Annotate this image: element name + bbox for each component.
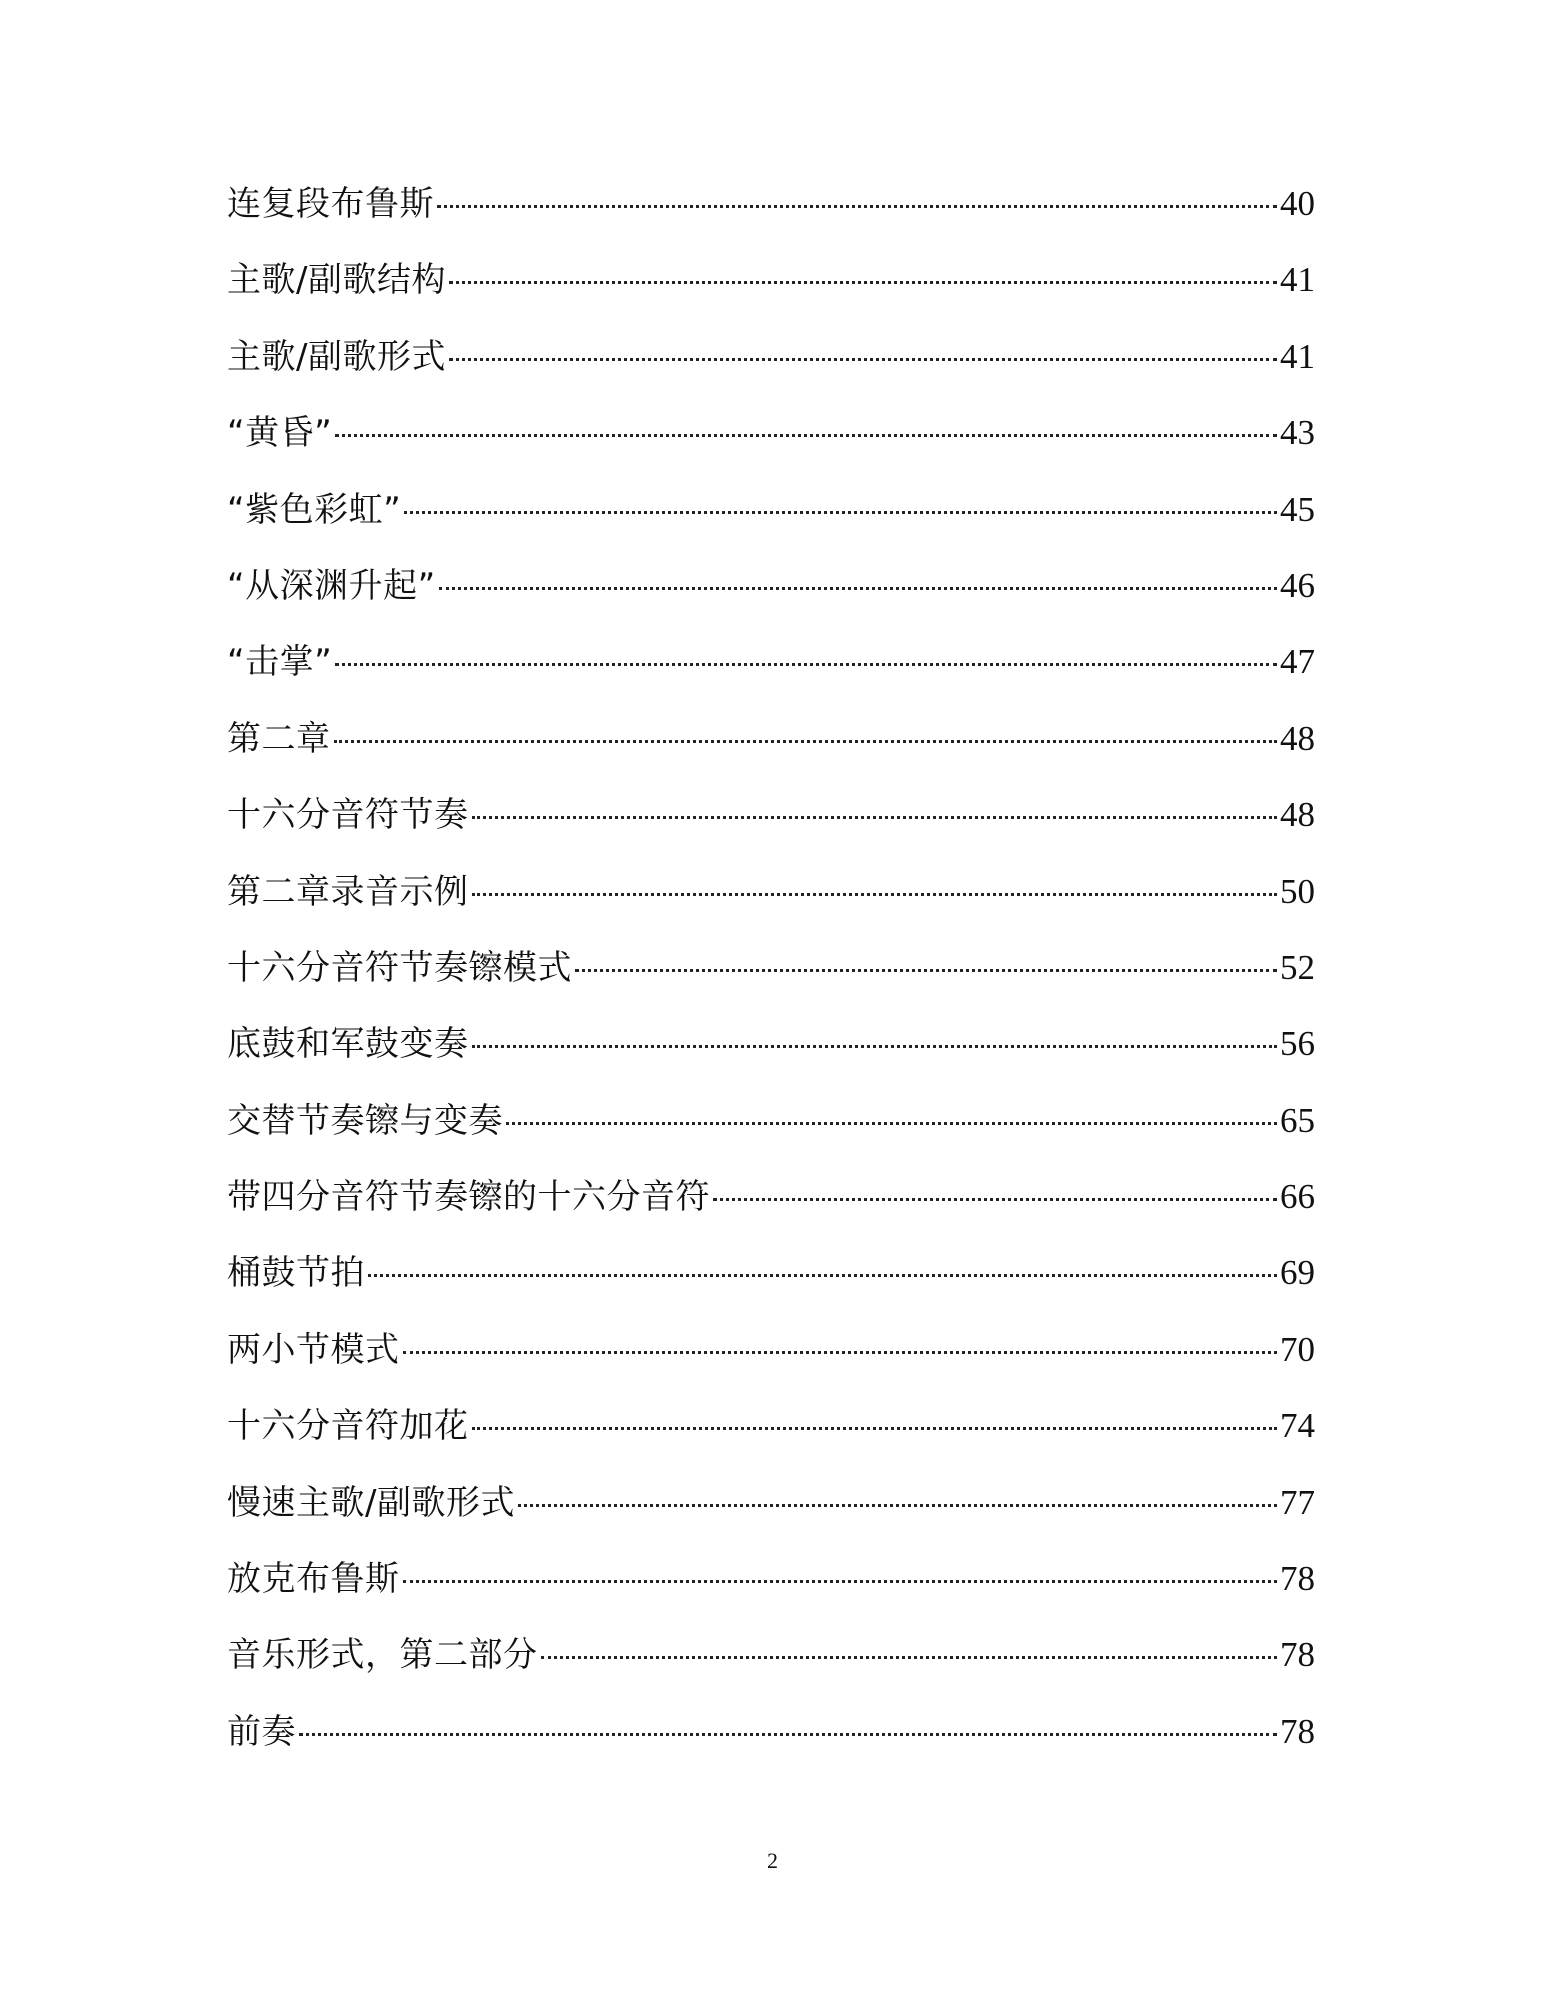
toc-dot-leader xyxy=(506,1122,1277,1125)
toc-entry-page: 77 xyxy=(1280,1482,1315,1522)
page-number: 2 xyxy=(767,1848,778,1873)
toc-entry-title: 十六分音符加花 xyxy=(227,1406,469,1447)
toc-entry-title: 连复段布鲁斯 xyxy=(227,184,434,224)
toc-entry[interactable] xyxy=(227,558,1315,634)
toc-entry-page: 48 xyxy=(1280,795,1315,835)
toc-entry[interactable] xyxy=(227,1704,1315,1780)
toc-entry-title: “紫色彩虹” xyxy=(227,489,402,530)
toc-entry[interactable] xyxy=(227,176,1315,252)
toc-entry[interactable] xyxy=(227,1245,1315,1321)
toc-entry-page: 43 xyxy=(1280,413,1315,453)
toc-entry-page: 66 xyxy=(1280,1177,1315,1217)
toc-entry[interactable] xyxy=(227,1398,1315,1474)
toc-entry-page: 46 xyxy=(1280,565,1315,605)
toc-dot-leader xyxy=(449,358,1277,361)
toc-dot-leader xyxy=(403,1580,1278,1583)
toc-entry-title: 交替节奏镲与变奏 xyxy=(227,1100,503,1141)
toc-entry-title: 桶鼓节拍 xyxy=(227,1253,365,1294)
toc-entry-page: 41 xyxy=(1280,260,1315,300)
toc-entry-title: 两小节模式 xyxy=(227,1329,400,1370)
toc-entry-page: 48 xyxy=(1280,718,1315,758)
toc-entry-page: 47 xyxy=(1280,642,1315,682)
toc-entry[interactable] xyxy=(227,1475,1315,1551)
toc-entry-page: 40 xyxy=(1280,184,1315,223)
toc-entry-page: 52 xyxy=(1280,947,1315,987)
toc-dot-leader xyxy=(518,1504,1277,1507)
toc-dot-leader xyxy=(713,1198,1277,1201)
toc-entry[interactable] xyxy=(227,329,1315,405)
toc-entry-page: 45 xyxy=(1280,489,1315,529)
toc-entry[interactable] xyxy=(227,1169,1315,1245)
toc-entry-title: 第二章 xyxy=(227,718,331,759)
toc-entry-page: 78 xyxy=(1280,1711,1315,1751)
toc-entry-page: 70 xyxy=(1280,1329,1315,1369)
toc-entry-page: 50 xyxy=(1280,871,1315,911)
toc-entry-title: 带四分音符节奏镲的十六分音符 xyxy=(227,1177,710,1218)
toc-dot-leader xyxy=(439,587,1277,590)
toc-entry[interactable] xyxy=(227,482,1315,558)
toc-dot-leader xyxy=(472,1427,1278,1430)
toc-entry[interactable] xyxy=(227,1016,1315,1092)
toc-entry-title: 主歌/副歌形式 xyxy=(227,336,446,377)
toc-entry-title: “黄昏” xyxy=(227,413,333,454)
toc-dot-leader xyxy=(575,969,1277,972)
toc-entry-page: 69 xyxy=(1280,1253,1315,1293)
toc-entry-page: 65 xyxy=(1280,1100,1315,1140)
toc-entry[interactable] xyxy=(227,1322,1315,1398)
toc-entry-title: “从深渊升起” xyxy=(227,565,436,606)
toc-entry[interactable] xyxy=(227,405,1315,481)
toc-entry-title: 主歌/副歌结构 xyxy=(227,260,446,301)
toc-entry-page: 78 xyxy=(1280,1635,1315,1675)
toc-entry[interactable] xyxy=(227,1627,1315,1703)
toc-entry-title: 音乐形式，第二部分 xyxy=(227,1635,538,1676)
toc-entry-page: 74 xyxy=(1280,1406,1315,1446)
toc-entry[interactable] xyxy=(227,634,1315,710)
toc-entry-title: 前奏 xyxy=(227,1711,296,1752)
toc-dot-leader xyxy=(472,816,1278,819)
toc-dot-leader xyxy=(472,893,1278,896)
toc-dot-leader xyxy=(335,663,1277,666)
toc-entry-title: 放克布鲁斯 xyxy=(227,1559,400,1600)
toc-entry[interactable] xyxy=(227,864,1315,940)
toc-dot-leader xyxy=(334,740,1278,743)
toc-dot-leader xyxy=(437,205,1277,208)
toc-entry-title: 十六分音符节奏 xyxy=(227,795,469,836)
toc-entry-page: 56 xyxy=(1280,1024,1315,1064)
toc-entry-page: 78 xyxy=(1280,1559,1315,1599)
toc-dot-leader xyxy=(541,1656,1278,1659)
toc-entry[interactable] xyxy=(227,787,1315,863)
toc-dot-leader xyxy=(299,1733,1277,1736)
toc-entry-title: 慢速主歌/副歌形式 xyxy=(227,1482,515,1523)
toc-entry[interactable] xyxy=(227,940,1315,1016)
toc-entry-page: 41 xyxy=(1280,336,1315,376)
toc-entry-title: 第二章录音示例 xyxy=(227,871,469,912)
toc-entry-title: 底鼓和军鼓变奏 xyxy=(227,1024,469,1065)
toc-entry[interactable] xyxy=(227,1093,1315,1169)
toc-dot-leader xyxy=(449,281,1277,284)
toc-entry[interactable] xyxy=(227,1551,1315,1627)
toc-dot-leader xyxy=(335,434,1277,437)
toc-dot-leader xyxy=(368,1274,1277,1277)
toc-entry[interactable] xyxy=(227,711,1315,787)
toc-dot-leader xyxy=(472,1045,1278,1048)
toc-entry-title: 十六分音符节奏镲模式 xyxy=(227,947,572,988)
toc-dot-leader xyxy=(403,1351,1278,1354)
toc-entry-title: “击掌” xyxy=(227,642,333,683)
toc-entry[interactable] xyxy=(227,252,1315,328)
table-of-contents xyxy=(227,176,1315,1780)
toc-dot-leader xyxy=(404,511,1277,514)
